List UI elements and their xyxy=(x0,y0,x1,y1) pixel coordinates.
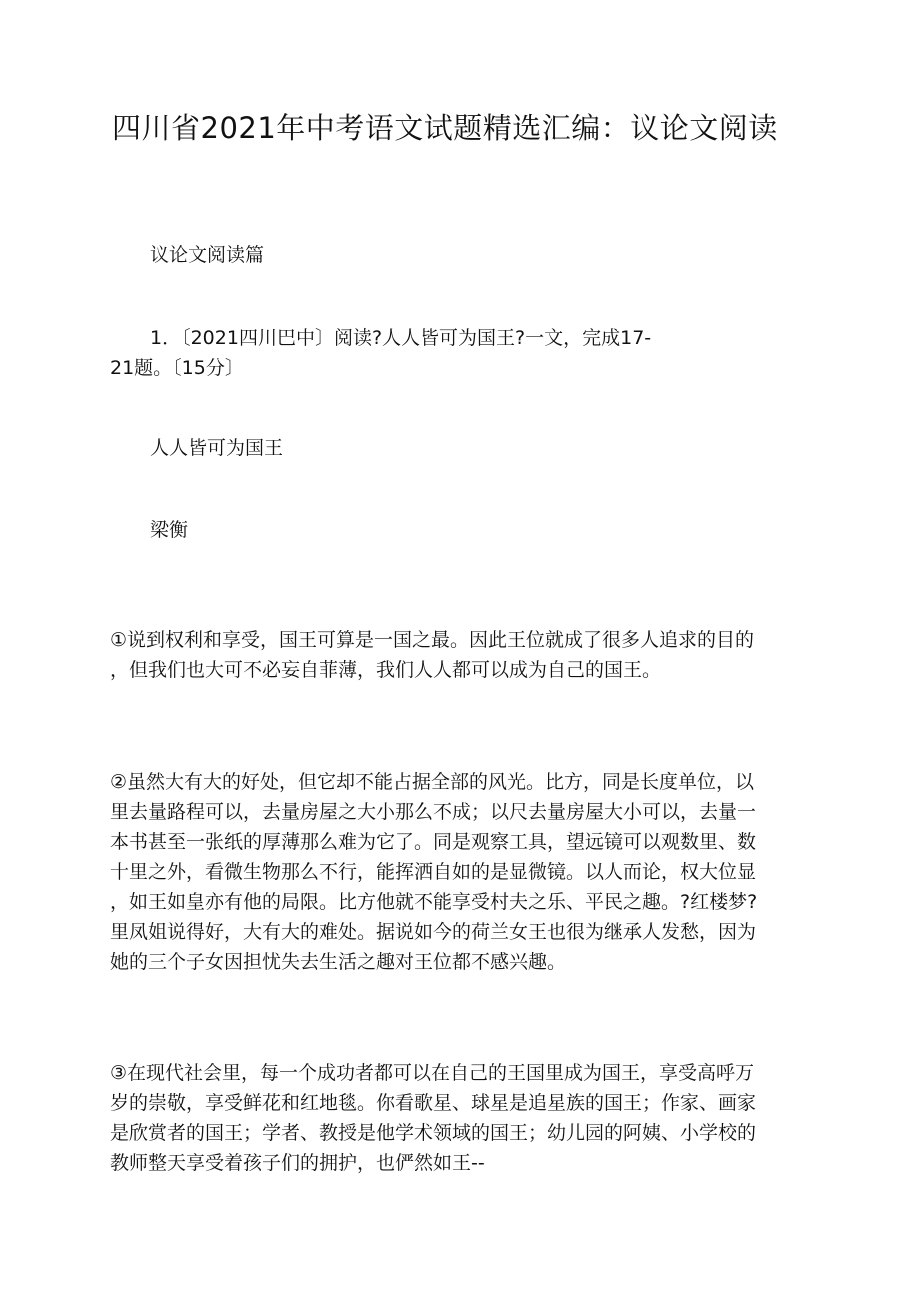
paragraph-line: 岁的崇敬，享受鲜花和红地毯。你看歌星、球星是追星族的国王；作家、画家 xyxy=(110,1092,757,1114)
paragraph-line: 本书甚至一张纸的厚薄那么难为它了。同是观察工具，望远镜可以观数里、数 xyxy=(110,831,757,853)
article-author: 梁衡 xyxy=(150,519,189,541)
document-title: 四川省2021年中考语文试题精选汇编：议论文阅读 xyxy=(112,111,778,145)
paragraph-line: 教师整天享受着孩子们的拥护，也俨然如王-- xyxy=(110,1152,485,1174)
question-text xyxy=(110,323,651,383)
paragraph-line: ②虽然大有大的好处，但它却不能占据全部的风光。比方，同是长度单位，以 xyxy=(110,771,755,793)
paragraph-line: ，如王如皇亦有他的局限。比方他就不能享受村夫之乐、平民之趣。?红楼梦? xyxy=(110,891,758,913)
paragraph-line: 里去量路程可以，去量房屋之大小那么不成；以尺去量房屋大小可以，去量一 xyxy=(110,801,757,823)
paragraph-line: ，但我们也大可不必妄自菲薄，我们人人都可以成为自己的国王。 xyxy=(110,659,662,681)
paragraph-line: 里凤姐说得好，大有大的难处。据说如今的荷兰女王也很为继承人发愁，因为 xyxy=(110,921,757,943)
section-heading: 议论文阅读篇 xyxy=(150,244,265,266)
paragraph-line: 她的三个子女因担忧失去生活之趣对王位都不感兴趣。 xyxy=(110,951,567,973)
paragraph-2 xyxy=(110,767,757,977)
question-line: 21题。〔15分〕 xyxy=(110,357,244,379)
paragraph-line: 是欣赏者的国王；学者、教授是他学术领域的国王；幼儿园的阿姨、小学校的 xyxy=(110,1122,757,1144)
paragraph-line: ③在现代社会里，每一个成功者都可以在自己的王国里成为国王，享受高呼万 xyxy=(110,1062,755,1084)
article-title: 人人皆可为国王 xyxy=(150,437,284,459)
paragraph-3 xyxy=(110,1058,756,1178)
question-line: 1．〔2021四川巴中〕阅读?人人皆可为国王?一文，完成17- xyxy=(150,327,652,349)
paragraph-1 xyxy=(110,625,754,685)
paragraph-line: ①说到权利和享受，国王可算是一国之最。因此王位就成了很多人追求的目的 xyxy=(110,629,755,651)
paragraph-line: 十里之外，看微生物那么不行，能挥洒自如的是显微镜。以人而论，权大位显 xyxy=(110,861,757,883)
